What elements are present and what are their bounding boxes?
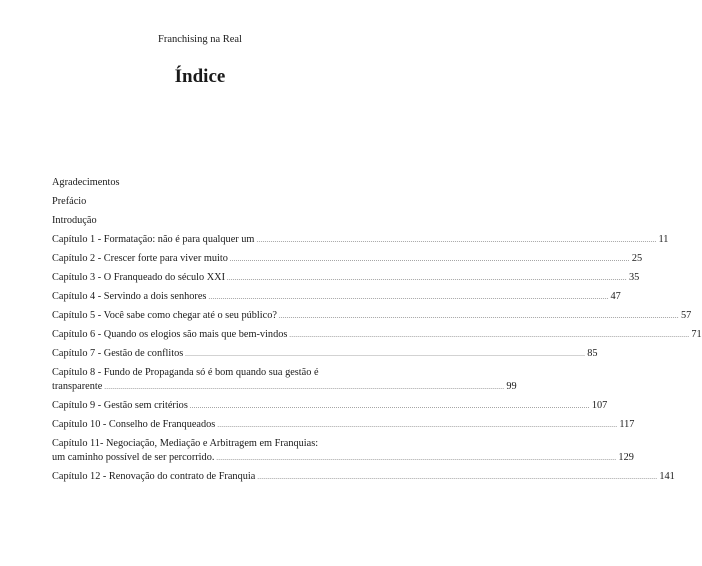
chapter-label: Capítulo 1 - Formatação: não é para qualquer um (52, 234, 255, 245)
dot-leader: ........................................................................................................................................................................................................ (185, 352, 586, 358)
chapter-page: 129 (618, 452, 634, 463)
dot-leader: ........................................................................................................................................................................................................ (104, 385, 505, 391)
toc-introduction[interactable]: Introdução (52, 215, 97, 226)
toc-chapter-3[interactable] (52, 271, 640, 285)
toc-chapter-12[interactable] (52, 470, 675, 484)
toc-preface[interactable]: Prefácio (52, 196, 87, 207)
chapter-page: 99 (506, 381, 517, 392)
chapter-page: 57 (680, 310, 692, 321)
chapter-page: 47 (610, 291, 621, 302)
dot-leader: ........................................................................................................................................................................................................ (227, 276, 628, 282)
chapter-page: 11 (658, 234, 669, 245)
chapter-label: Capítulo 7 - Gestão de conflitos (52, 348, 184, 359)
toc-chapter-8[interactable] (52, 366, 517, 394)
chapter-label: Capítulo 12 - Renovação do contrato de Franquia (52, 471, 256, 482)
toc-chapter-4[interactable] (52, 290, 621, 304)
toc-chapter-2[interactable] (52, 252, 643, 266)
chapter-label-line-1: Capítulo 8 - Fundo de Propaganda só é bom quando sua gestão é (52, 367, 319, 378)
chapter-label: Capítulo 9 - Gestão sem critérios (52, 400, 188, 411)
chapter-page: 35 (629, 272, 640, 283)
dot-leader: ........................................................................................................................................................................................................ (257, 475, 658, 481)
dot-leader: ........................................................................................................................................................................................................ (217, 423, 618, 429)
toc-chapter-11[interactable] (52, 437, 634, 465)
chapter-label: Capítulo 2 - Crescer forte para viver muito (52, 253, 228, 264)
chapter-label-line-2: transparente (52, 381, 103, 392)
dot-leader: ........................................................................................................................................................................................................ (189, 404, 590, 410)
dot-leader: ........................................................................................................................................................................................................ (278, 314, 679, 320)
dot-leader: ........................................................................................................................................................................................................ (229, 257, 630, 263)
toc-chapter-10[interactable] (52, 418, 635, 432)
chapter-page: 85 (587, 348, 598, 359)
chapter-label: Capítulo 6 - Quando os elogios são mais que bem-vindos (52, 329, 288, 340)
toc-chapter-6[interactable] (52, 328, 702, 342)
chapter-page: 107 (591, 400, 608, 411)
toc-acknowledgements[interactable]: Agradecimentos (52, 177, 120, 188)
toc-chapter-9[interactable] (52, 399, 608, 413)
chapter-label-line-1: Capítulo 11- Negociação, Mediação e Arbitragem em Franquias: (52, 438, 319, 449)
chapter-label: Capítulo 4 - Servindo a dois senhores (52, 291, 207, 302)
chapter-page: 25 (631, 253, 643, 264)
toc-chapter-1[interactable] (52, 233, 669, 247)
dot-leader: ........................................................................................................................................................................................................ (208, 295, 609, 301)
toc-chapter-7[interactable] (52, 347, 598, 361)
dot-leader: ........................................................................................................................................................................................................ (256, 238, 657, 244)
chapter-page: 71 (691, 329, 702, 340)
chapter-label: Capítulo 3 - O Franqueado do século XXI (52, 272, 226, 283)
running-head: Franchising na Real (158, 34, 242, 45)
page-title: Índice (174, 66, 226, 87)
toc-chapter-5[interactable] (52, 309, 692, 323)
chapter-page: 141 (659, 471, 675, 482)
dot-leader: ........................................................................................................................................................................................................ (216, 456, 617, 462)
chapter-label: Capítulo 5 - Você sabe como chegar até o seu público? (52, 310, 277, 321)
chapter-page: 117 (619, 419, 635, 430)
dot-leader: ........................................................................................................................................................................................................ (289, 333, 690, 339)
table-of-contents (52, 176, 702, 489)
chapter-label: Capítulo 10 - Conselho de Franqueados (52, 419, 216, 430)
chapter-label-line-2: um caminho possível de ser percorrido. (52, 452, 215, 463)
